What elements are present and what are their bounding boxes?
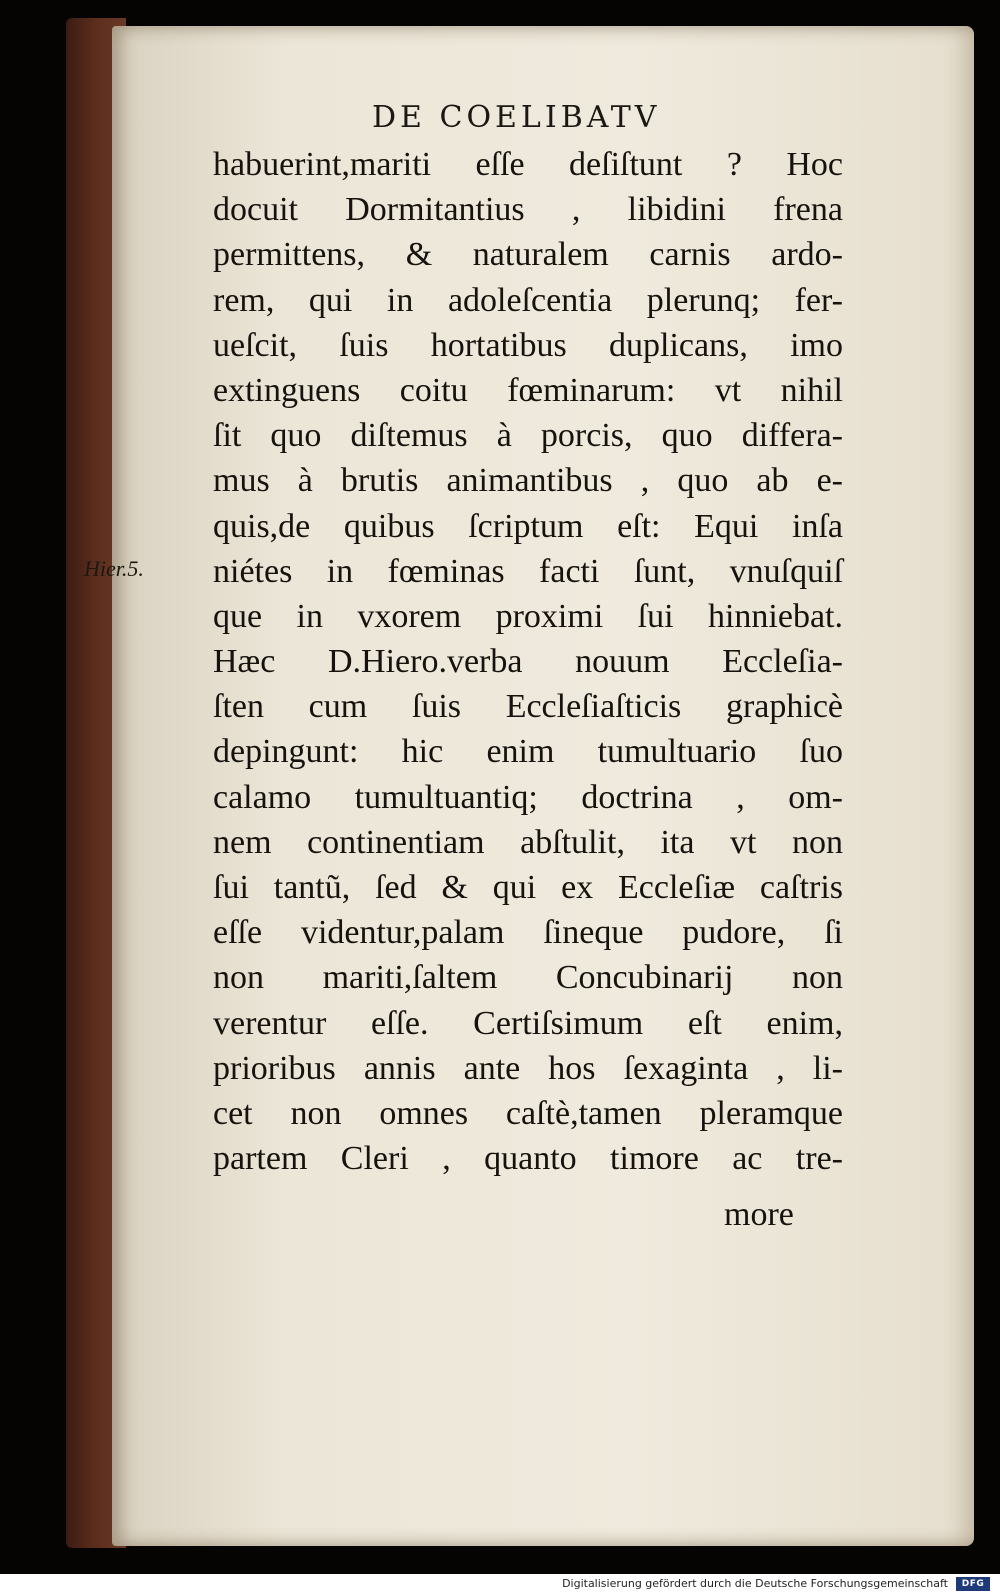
text-line: niétes in fœminas facti ſunt, vnuſquiſ	[213, 552, 843, 590]
dfg-logo-icon: DFG	[956, 1577, 990, 1591]
text-line: ſten cum ſuis Eccleſiaſticis graphicè	[213, 688, 843, 726]
text-line: non mariti,ſaltem Concubinarij non	[213, 959, 843, 997]
text-line: rem, qui in adoleſcentia plerunq; fer-	[213, 281, 843, 319]
text-line: ſui tantũ, ſed & qui ex Eccleſiæ caſtris	[213, 869, 843, 906]
text-line: extinguens coitu fœminarum: vt nihil	[213, 371, 843, 409]
text-line: quis,de quibus ſcriptum eſt: Equi inſa	[213, 507, 843, 545]
text-line: ueſcit, ſuis hortatibus duplicans, imo	[213, 326, 843, 364]
text-line: ſit quo diſtemus à porcis, quo differa-	[213, 417, 843, 455]
body-text	[213, 142, 843, 1181]
text-line: verentur eſſe. Certiſsimum eſt enim,	[213, 1004, 843, 1042]
text-line: nem continentiam abſtulit, ita vt non	[213, 823, 843, 861]
footer-bar	[0, 1574, 1000, 1594]
text-line: Hæc D.Hiero.verba nouum Eccleſia-	[213, 643, 843, 681]
running-head: DE COELIBATV	[372, 100, 661, 135]
text-line: eſſe videntur,palam ſineque pudore, ſi	[213, 914, 843, 952]
text-line: permittens, & naturalem carnis ardo-	[213, 236, 843, 274]
margin-note: Hier.5.	[84, 556, 144, 581]
footer-credit: Digitalisierung gefördert durch die Deutsche Forschungsgemeinschaft	[562, 1577, 948, 1590]
text-line: depingunt: hic enim tumultuario ſuo	[213, 733, 843, 771]
text-line: calamo tumultuantiq; doctrina , om-	[213, 778, 843, 816]
text-line: que in vxorem proximi ſui hinniebat.	[213, 597, 843, 635]
text-line: docuit Dormitantius , libidini frena	[213, 191, 843, 229]
text-line: cet non omnes caſtè,tamen pleramque	[213, 1094, 843, 1132]
text-line: partem Cleri , quanto timore ac tre-	[213, 1140, 843, 1178]
text-line: mus à brutis animantibus , quo ab e-	[213, 462, 843, 500]
catchword: more	[724, 1196, 794, 1233]
text-line: prioribus annis ante hos ſexaginta , li-	[213, 1049, 843, 1087]
text-line: habuerint,mariti eſſe deſiſtunt ? Hoc	[213, 146, 843, 183]
